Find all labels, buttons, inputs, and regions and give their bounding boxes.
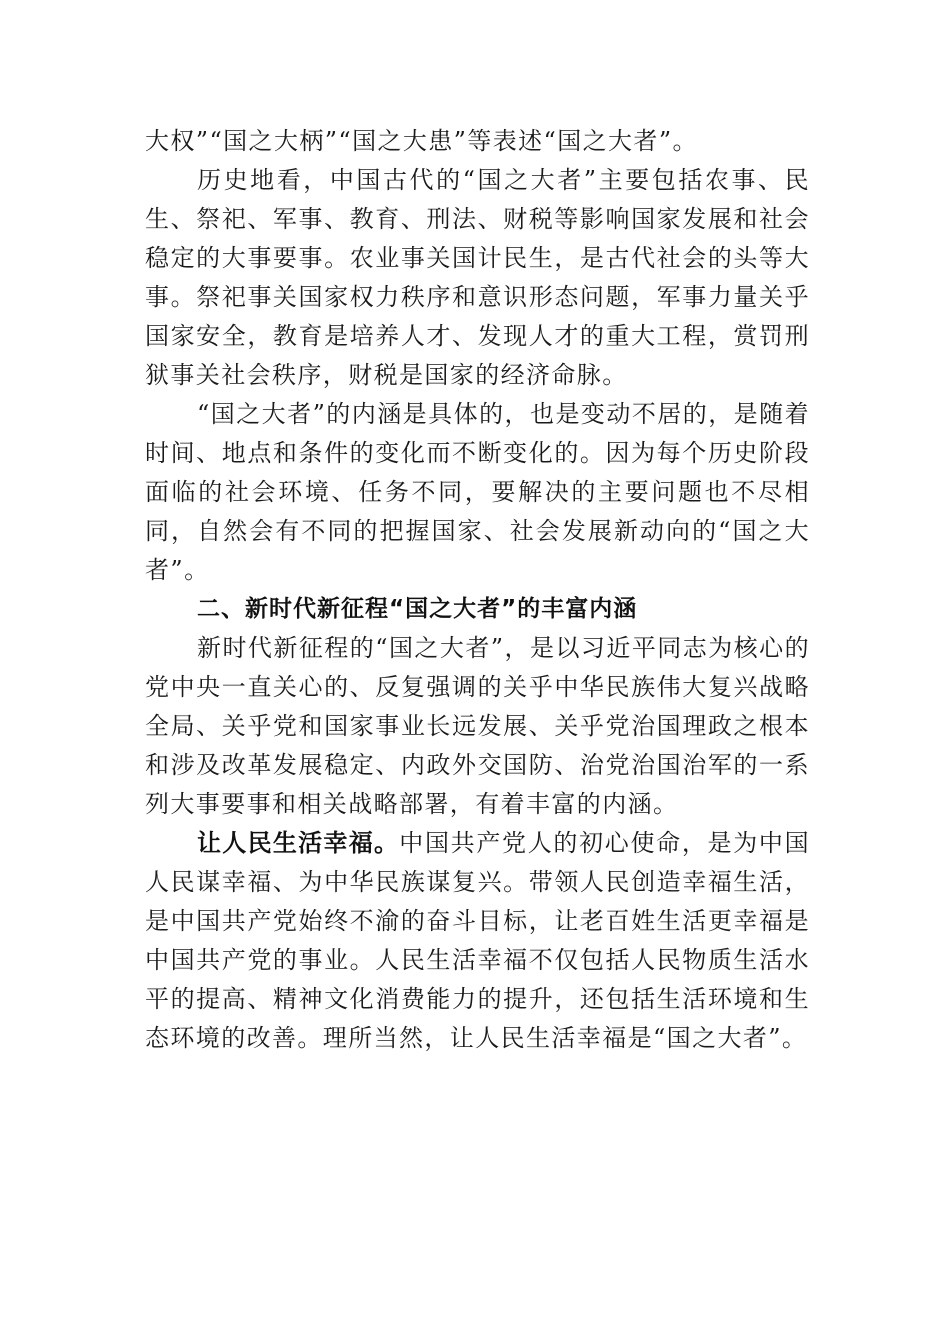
paragraph-happiness-body: 中国共产党人的初心使命，是为中国人民谋幸福、为中华民族谋复兴。带领人民创造幸福生活， 是中国共产党始终不渝的奋斗目标，让老百姓生活更幸福是中国共产党的事业。人民生活幸福不仅包括人民物质生活水平的提高、精神文化消费能力的提升，还包括生活环境和生态环境的改善。理所当然，让人民生活幸福是“国之大者”。 — [145, 829, 810, 1052]
section-heading: 二、新时代新征程“国之大者”的丰富内涵 — [197, 596, 638, 622]
document-body — [145, 122, 810, 1058]
paragraph-lead-phrase: 让人民生活幸福。 — [197, 829, 400, 857]
paragraph-history: 历史地看，中国古代的“国之大者”主要包括农事、民生、祭祀、军事、教育、刑法、财税等影响国家发展和社会稳定的大事要事。农业事关国计民生，是古代社会的头等大事。祭祀事关国家权力秩序和意识形态问题，军事力量关乎国家安全，教育是培养人才、发现人才的重大工程，赏罚刑狱事关社会秩序，财税是国家的经济命脉。 — [145, 166, 810, 389]
paragraph-new-era: 新时代新征程的“国之大者”，是以习近平同志为核心的党中央一直关心的、反复强调的关乎中华民族伟大复兴战略全局、关乎党和国家事业长远发展、关乎党治国理政之根本和涉及改革发展稳定、内政外交国防、治党治国治军的一系列大事要事和相关战略部署，有着丰富的内涵。 — [145, 634, 810, 818]
paragraph-happiness — [145, 824, 810, 1058]
paragraph-continued: 大权”“国之大柄”“国之大患”等表述“国之大者”。 — [145, 127, 698, 155]
paragraph-connotation: “国之大者”的内涵是具体的，也是变动不居的，是随着时间、地点和条件的变化而不断变化的。因为每个历史阶段面临的社会环境、任务不同，要解决的主要问题也不尽相同，自然会有不同的把握国家、社会发展新动向的“国之大者”。 — [145, 400, 810, 584]
